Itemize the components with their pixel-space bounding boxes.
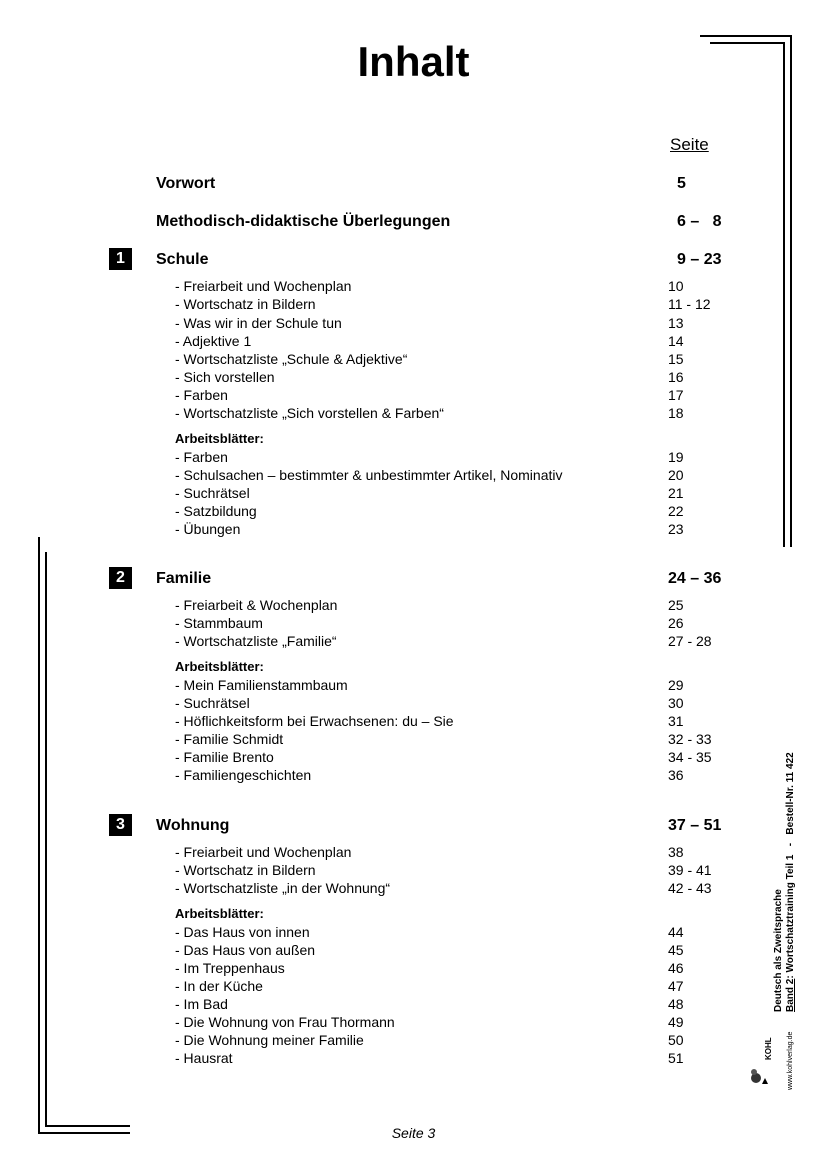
toc-item: - Familiengeschichten xyxy=(175,767,312,783)
frame-line-left-inner xyxy=(45,552,47,1127)
toc-item-page: 36 xyxy=(668,767,684,783)
toc-item-page: 44 xyxy=(668,924,684,940)
toc-item: - Satzbildung xyxy=(175,503,257,519)
worksheets-label: Arbeitsblätter: xyxy=(175,659,264,674)
worksheets-label: Arbeitsblätter: xyxy=(175,431,264,446)
chapter-title: Wohnung xyxy=(156,817,230,834)
toc-item-page: 23 xyxy=(668,521,684,537)
toc-item: - Wortschatz in Bildern xyxy=(175,862,316,878)
frame-line-left-outer xyxy=(38,537,40,1134)
toc-item-page: 13 xyxy=(668,315,684,331)
toc-item-page: 19 xyxy=(668,449,684,465)
toc-item: - Adjektive 1 xyxy=(175,333,252,349)
toc-item-page: 32 - 33 xyxy=(668,731,712,747)
toc-item-page: 14 xyxy=(668,333,684,349)
toc-item-page: 51 xyxy=(668,1050,684,1066)
page-number-footer: Seite 3 xyxy=(391,1125,436,1141)
toc-item: - Hausrat xyxy=(175,1050,233,1066)
toc-item-page: 31 xyxy=(668,713,684,729)
toc-item: - Stammbaum xyxy=(175,615,263,631)
frame-line-right-inner xyxy=(783,42,785,547)
chapter-number-badge: 2 xyxy=(109,567,132,589)
toc-item-page: 11 - 12 xyxy=(668,296,711,312)
toc-heading-vorwort-pages: 5 xyxy=(677,175,686,192)
chapter-title: Schule xyxy=(156,251,209,268)
toc-item: - Freiarbeit und Wochenplan xyxy=(175,844,352,860)
toc-item-page: 20 xyxy=(668,467,684,483)
chapter-pages: 37 – 51 xyxy=(668,817,722,834)
toc-item: - Die Wohnung von Frau Thormann xyxy=(175,1014,395,1030)
toc-item: - Sich vorstellen xyxy=(175,369,275,385)
chapter-title: Familie xyxy=(156,570,212,587)
toc-item-page: 25 xyxy=(668,597,684,613)
toc-item: - Freiarbeit und Wochenplan xyxy=(175,278,352,294)
toc-item-page: 50 xyxy=(668,1032,684,1048)
toc-item: - In der Küche xyxy=(175,978,263,994)
toc-item-page: 18 xyxy=(668,405,684,421)
toc-item-page: 49 xyxy=(668,1014,684,1030)
toc-item: - Höflichkeitsform bei Erwachsenen: du – Sie xyxy=(175,713,454,729)
toc-item-page: 30 xyxy=(668,695,684,711)
toc-item-page: 38 xyxy=(668,844,684,860)
toc-item-page: 42 - 43 xyxy=(668,880,712,896)
toc-item-page: 29 xyxy=(668,677,684,693)
toc-item-page: 21 xyxy=(668,485,684,501)
toc-item: - Wortschatzliste „Schule & Adjektive“ xyxy=(175,351,408,367)
toc-item-page: 15 xyxy=(668,351,684,367)
worksheets-label: Arbeitsblätter: xyxy=(175,906,264,921)
toc-item-page: 10 xyxy=(668,278,684,294)
toc-item: - Familie Schmidt xyxy=(175,731,284,747)
toc-item-page: 45 xyxy=(668,942,684,958)
toc-item: - Farben xyxy=(175,387,228,403)
publisher-name: KOHL xyxy=(764,1037,773,1060)
toc-item: - Suchrätsel xyxy=(175,485,250,501)
toc-item: - Übungen xyxy=(175,521,241,537)
toc-item-page: 22 xyxy=(668,503,684,519)
toc-item-page: 46 xyxy=(668,960,684,976)
toc-item-page: 34 - 35 xyxy=(668,749,712,765)
toc-item-page: 17 xyxy=(668,387,684,403)
toc-item-page: 27 - 28 xyxy=(668,633,712,649)
toc-item: - Das Haus von innen xyxy=(175,924,310,940)
chapter-number-badge: 1 xyxy=(109,248,132,270)
toc-item: - Suchrätsel xyxy=(175,695,250,711)
toc-heading-vorwort: Vorwort xyxy=(156,175,216,192)
side-band-info xyxy=(785,752,796,1012)
toc-item: - Familie Brento xyxy=(175,749,274,765)
chapter-pages: 9 – 23 xyxy=(677,251,722,268)
toc-item-page: 26 xyxy=(668,615,684,631)
toc-heading-methodisch: Methodisch-didaktische Überlegungen xyxy=(156,213,451,230)
toc-item: - Was wir in der Schule tun xyxy=(175,315,342,331)
toc-item: - Die Wohnung meiner Familie xyxy=(175,1032,364,1048)
chapter-pages: 24 – 36 xyxy=(668,570,722,587)
toc-item-page: 39 - 41 xyxy=(668,862,712,878)
frame-line-top-right-outer xyxy=(700,35,792,37)
toc-item: - Wortschatzliste „in der Wohnung“ xyxy=(175,880,391,896)
toc-item: - Wortschatzliste „Familie“ xyxy=(175,633,337,649)
chapter-number-badge: 3 xyxy=(109,814,132,836)
side-band-label: Band 2 xyxy=(785,978,796,1012)
toc-item: - Mein Familienstammbaum xyxy=(175,677,348,693)
side-band-rest: : Wortschatztraining Teil 1 - Bestell-Nr. 11 422 xyxy=(785,752,796,979)
publisher-url: www.kohlverlag.de xyxy=(787,1031,794,1090)
side-series-title: Deutsch als Zweitsprache xyxy=(773,889,784,1012)
toc-item: - Schulsachen – bestimmter & unbestimmter Artikel, Nominativ xyxy=(175,467,563,483)
toc-item-page: 48 xyxy=(668,996,684,1012)
toc-item-page: 47 xyxy=(668,978,684,994)
toc-heading-methodisch-pages: 6 – 8 xyxy=(677,213,722,230)
page-title: Inhalt xyxy=(357,38,470,85)
toc-item: - Wortschatzliste „Sich vorstellen & Farben“ xyxy=(175,405,444,421)
toc-item: - Das Haus von außen xyxy=(175,942,316,958)
toc-item-page: 16 xyxy=(668,369,684,385)
toc-item: - Farben xyxy=(175,449,228,465)
toc-item: - Wortschatz in Bildern xyxy=(175,296,316,312)
page-column-header: Seite xyxy=(670,135,709,154)
frame-line-right-outer xyxy=(790,35,792,547)
toc-item: - Im Bad xyxy=(175,996,228,1012)
toc-item: - Im Treppenhaus xyxy=(175,960,285,976)
toc-item: - Freiarbeit & Wochenplan xyxy=(175,597,338,613)
